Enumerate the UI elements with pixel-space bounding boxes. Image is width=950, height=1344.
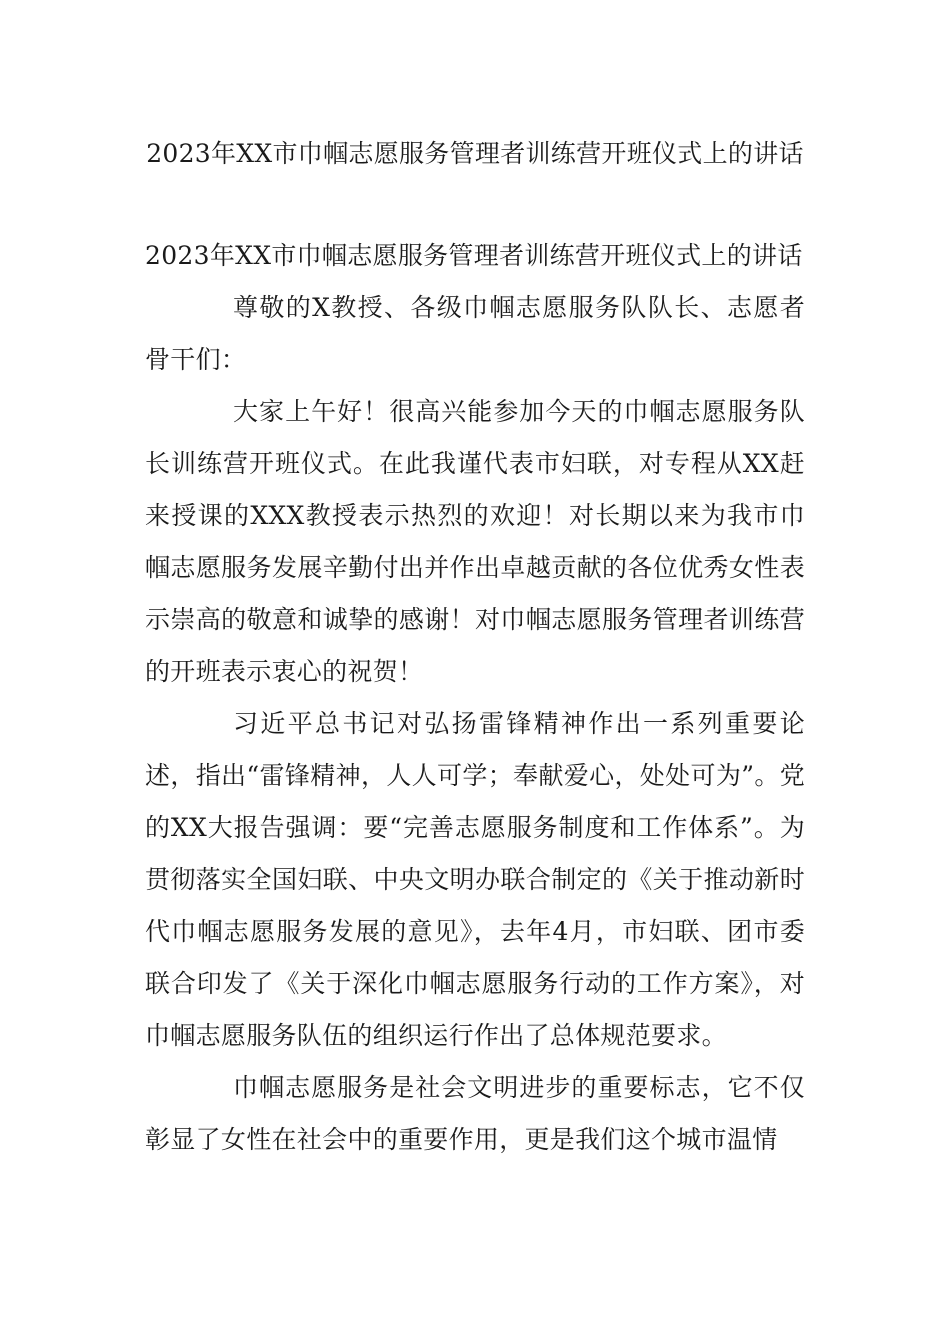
- paragraph-policy: 习近平总书记对弘扬雷锋精神作出一系列重要论述，指出“雷锋精神，人人可学；奉献爱心，处处可为”。党的XX大报告强调：要“完善志愿服务制度和工作体系”。为贯彻落实全国妇联、中央文明办联合制定的《关于推动新时代巾帼志愿服务发展的意见》，去年4月，市妇联、团市委联合印发了《关于深化巾帼志愿服务行动的工作方案》，对巾帼志愿服务队伍的组织运行作出了总体规范要求。: [145, 709, 805, 1050]
- document-body: [145, 230, 805, 1166]
- salutation: 尊敬的X教授、各级巾帼志愿服务队队长、志愿者骨干们：: [145, 293, 805, 374]
- document-title: 2023年XX市巾帼志愿服务管理者训练营开班仪式上的讲话: [146, 139, 804, 168]
- paragraph-significance: 巾帼志愿服务是社会文明进步的重要标志，它不仅彰显了女性在社会中的重要作用，更是我们这个城市温情: [145, 1073, 805, 1154]
- document-subtitle: 2023年XX市巾帼志愿服务管理者训练营开班仪式上的讲话: [145, 241, 803, 270]
- paragraph-welcome: 大家上午好！很高兴能参加今天的巾帼志愿服务队长训练营开班仪式。在此我谨代表市妇联，对专程从XX赶来授课的XXX教授表示热烈的欢迎！对长期以来为我市巾帼志愿服务发展辛勤付出并作出卓越贡献的各位优秀女性表示崇高的敬意和诚挚的感谢！对巾帼志愿服务管理者训练营的开班表示衷心的祝贺！: [145, 397, 805, 686]
